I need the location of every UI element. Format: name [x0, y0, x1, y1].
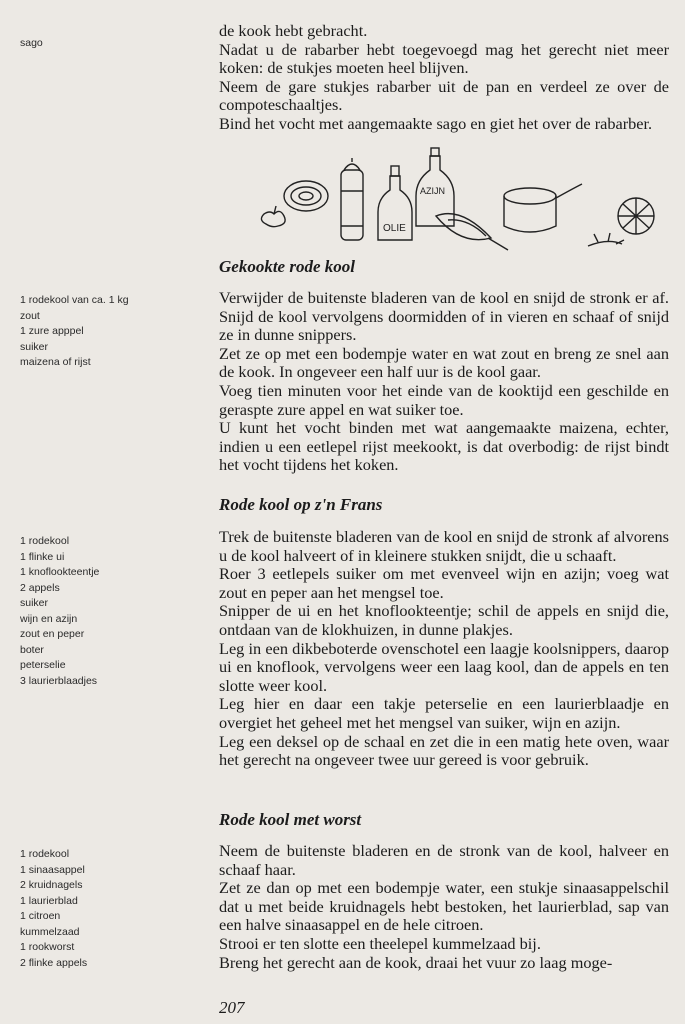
- page-number: 207: [219, 998, 245, 1017]
- herb-sprig-icon: [588, 233, 624, 246]
- lemon-icon: [618, 198, 654, 234]
- recipe-title: Rode kool met worst: [219, 810, 362, 829]
- svg-text:OLIE: OLIE: [383, 223, 406, 234]
- ingredient-item: boter: [20, 643, 44, 656]
- paragraph: Leg in een dikbeboterde ovenschotel een laagje koolsnippers, daarop ui en knoflook, vervolgens weer een laag kool, dan de appels en ten slotte weer kool.: [219, 638, 669, 695]
- ingredient-item: 3 laurierblaadjes: [20, 674, 98, 687]
- paragraph: Neem de gare stukjes rabarber uit de pan en verdeel ze over de compoteschaaltjes.: [219, 76, 669, 115]
- paragraph: Voeg tien minuten voor het einde van de kooktijd een geschilde en geraspte zure appel en wat suiker toe.: [219, 380, 669, 419]
- ingredient-item: 2 kruidnagels: [20, 879, 83, 891]
- paragraph: Verwijder de buitenste bladeren van de kool en snijd de stronk er af. Snijd de kool vervolgens doormidden of in vieren en schaaf of snijd ze in dunne snippers.: [219, 288, 669, 345]
- saucepan-icon: [504, 184, 582, 232]
- paragraph: Trek de buitenste bladeren van de kool en snijd de stronk af alvorens u de kool halveert of in kleinere stukken snijdt, die u schaaft.: [219, 527, 669, 565]
- paragraph: U kunt het vocht binden met wat aangemaakte maizena, echter, indien u een eetlepel rijst meekookt, is dat overbodig: de rijst bindt het vocht tijdens het koken.: [219, 418, 669, 475]
- ingredient-item: suiker: [20, 340, 49, 353]
- recipe-title: Rode kool op z'n Frans: [219, 495, 383, 514]
- ingredient-item: 2 flinke appels: [20, 956, 88, 969]
- paragraph: Roer 3 eetlepels suiker om met evenveel wijn en azijn; voeg wat zout en peper aan het mengsel toe.: [219, 564, 669, 602]
- ingredient-item: 1 rodekool van ca. 1 kg: [20, 294, 129, 306]
- pepper-mill-icon: [341, 158, 363, 240]
- paragraph: Nadat u de rabarber hebt toegevoegd mag het gerecht niet meer koken: de stukjes moeten heel blijven.: [219, 39, 669, 78]
- garlic-icon: [261, 206, 285, 227]
- ingredient-item: 1 flinke ui: [20, 550, 65, 563]
- ingredient-item: suiker: [20, 597, 49, 609]
- oil-bottle-icon: [378, 166, 412, 240]
- ingredient-list: [20, 847, 200, 971]
- ingredient-item: 1 knoflookteentje: [20, 566, 100, 578]
- paragraph: Strooi er ten slotte een theelepel kummelzaad bij.: [219, 933, 541, 953]
- ingredient-item: 2 appels: [20, 581, 60, 594]
- ingredient-item: 1 sinaasappel: [20, 863, 85, 876]
- recipe-title: Gekookte rode kool: [219, 257, 355, 276]
- ingredient-item: 1 rookworst: [20, 941, 75, 953]
- ingredient-list: [20, 293, 200, 371]
- recipe-text: [219, 842, 669, 972]
- paragraph: Leg een deksel op de schaal en zet die in een matig hete oven, waar het gerecht na ongeveer twee uur gereed is voor gebruik.: [219, 731, 669, 770]
- ingredient-item: zout en peper: [20, 628, 85, 640]
- paragraph: Snipper de ui en het knoflookteentje; schil de appels en snijd die, ontdaan van de klokhuizen, in dunne plakjes.: [219, 601, 669, 639]
- svg-text:AZIJN: AZIJN: [420, 186, 446, 196]
- paragraph: de kook hebt gebracht.: [219, 21, 368, 40]
- ingredient-item: zout: [20, 309, 40, 322]
- ingredient-item: wijn en azijn: [20, 612, 78, 625]
- recipe-text: [219, 289, 669, 475]
- paragraph: Breng het gerecht aan de kook, draai het vuur zo laag moge-: [219, 952, 613, 972]
- paragraph: Zet ze dan op met een bodempje water, een stukje sinaasappelschil dat u met beide kruidnagels hebt bestoken, het laurierblad, sap van een halve sinaasappel en de hele citroen.: [219, 878, 669, 935]
- intro-text: [219, 22, 669, 134]
- ingredient-item: 1 rodekool: [20, 535, 70, 547]
- ingredient-item: maizena of rijst: [20, 356, 91, 368]
- paragraph: Zet ze op met een bodempje water en wat zout en breng ze snel aan de kook. In ongeveer een half uur is de kool gaar.: [219, 343, 669, 382]
- ingredient-item: 1 zure apppel: [20, 325, 84, 337]
- paragraph: Neem de buitenste bladeren en de stronk van de kool, halveer en schaaf haar.: [219, 841, 669, 879]
- ingredient-item: 1 rodekool: [20, 848, 70, 860]
- ingredient-item: 1 laurierblad: [20, 894, 78, 907]
- ingredient-list: [20, 534, 200, 689]
- ingredient-item: peterselie: [20, 659, 66, 671]
- kitchen-illustration: [258, 146, 668, 256]
- paragraph: Leg hier en daar een takje peterselie en een laurierblaadje en overgiet het geheel met het mengsel van suiker, wijn en azijn.: [219, 694, 669, 732]
- whisk-icon: [436, 214, 508, 250]
- ingredient-item: kummelzaad: [20, 925, 80, 938]
- ingredient-item: 1 citroen: [20, 910, 61, 922]
- ingredient-sago: sago: [20, 37, 43, 49]
- paragraph: Bind het vocht met aangemaakte sago en giet het over de rabarber.: [219, 113, 653, 133]
- recipe-text: [219, 528, 669, 770]
- onion-icon: [284, 181, 328, 211]
